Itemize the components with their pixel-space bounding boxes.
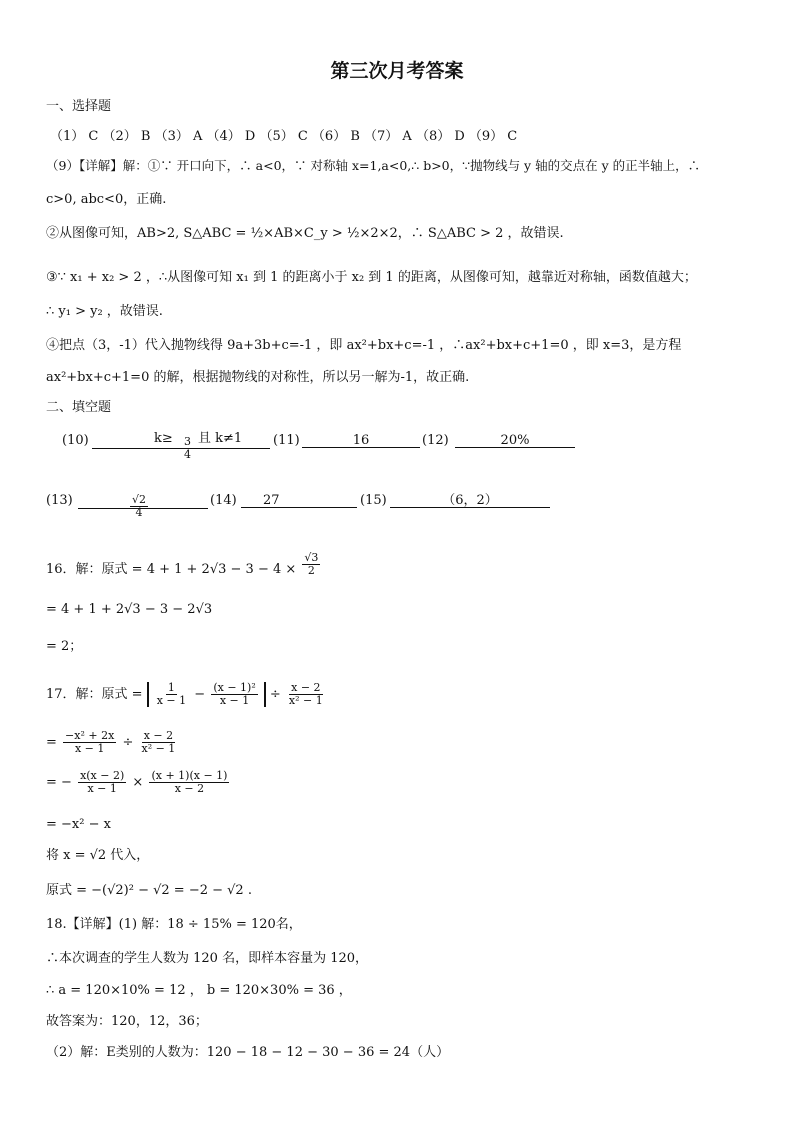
q17-line-2-eq: = xyxy=(46,735,57,751)
q17-line-2 xyxy=(46,730,179,755)
q17-line-3 xyxy=(46,770,231,795)
q17-fraction-5-numerator: x(x − 2) xyxy=(80,769,125,782)
fill-answer-10-fraction xyxy=(182,436,193,461)
q17-line-1-text: 17．解：原式 = xyxy=(46,687,143,703)
section-heading-choice: 一、选择题 xyxy=(46,99,112,114)
fill-answer-10-k: k≥ xyxy=(154,431,173,446)
q17-fraction-1-denominator: x − 1 xyxy=(156,694,187,708)
q17-fraction-5 xyxy=(78,770,126,795)
q9-line-6: ④把点（3，-1）代入抛物线得 9a+3b+c=-1 ，即 ax²+bx+c=-1 ，∴ax²+bx+c+1=0 ，即 x=3，是方程 xyxy=(46,338,682,353)
q17-fraction-3 xyxy=(287,682,325,707)
fill-label-15: (15) xyxy=(360,493,387,508)
fill-answer-13-denominator: 4 xyxy=(135,506,143,520)
fill-label-14: (14) xyxy=(210,493,237,508)
q9-line-1: （9）【详解】解：①∵ 开口向下，∴ a<0，∵ 对称轴 x=1,a<0,∴ b>0，∵抛物线与 y 轴的交点在 y 的正半轴上，∴ xyxy=(46,158,701,173)
fill-answer-13-numerator: √2 xyxy=(132,493,147,506)
q16-line-1-text: 16．解：原式 = 4 + 1 + 2√3 − 3 − 4 × xyxy=(46,562,297,578)
q9-line-7: ax²+bx+c+1=0 的解，根据抛物线的对称性，所以另一解为-1，故正确. xyxy=(46,370,470,385)
q17-fraction-6-denominator: x − 2 xyxy=(174,782,205,796)
q17-divide-2: ÷ xyxy=(122,735,134,751)
q9-line-4: ③∵ x₁ + x₂ > 2 ，∴从图像可知 x₁ 到 1 的距离小于 x₂ 到 1 的距离，从图像可知，越靠近对称轴，函数值越大； xyxy=(46,270,697,285)
fill-answer-11: 16 xyxy=(302,434,420,448)
fill-label-10: (10) xyxy=(62,433,89,448)
fill-answer-10-denominator: 4 xyxy=(184,448,191,462)
q9-line-3-text: ②从图像可知，AB>2, xyxy=(46,226,180,241)
q9-line-3-formula: S△ABC = ½×AB×C_y > ½×2×2，∴ S△ABC > 2 ，故错误. xyxy=(183,226,564,241)
q17-line-1 xyxy=(46,682,327,707)
q17-line-5: 将 x = √2 代入， xyxy=(46,848,150,863)
choice-answers: （1） C （2） B （3） A （4） D （5） C （6） B （7） A （8） D （9） C xyxy=(50,129,518,144)
fill-answer-12: 20% xyxy=(455,434,575,448)
q17-fraction-6-numerator: (x + 1)(x − 1) xyxy=(151,769,228,782)
q16-line-2: = 4 + 1 + 2√3 − 3 − 2√3 xyxy=(46,602,213,617)
q17-divide: ÷ xyxy=(269,687,281,703)
q17-fraction-3b-numerator: x − 2 xyxy=(143,729,174,742)
q17-fraction-3-numerator: x − 2 xyxy=(291,681,321,694)
fill-answer-13 xyxy=(78,493,208,520)
page-title: 第三次月考答案 xyxy=(330,60,464,82)
q17-fraction-6 xyxy=(149,770,229,795)
q17-times: × xyxy=(132,775,144,791)
q16-line-1 xyxy=(46,551,322,578)
fill-answer-15: （6，2） xyxy=(390,494,550,508)
q17-minus: − xyxy=(194,687,206,703)
q17-fraction-3-denominator: x² − 1 xyxy=(288,694,323,708)
q16-fraction-numerator: √3 xyxy=(304,551,319,564)
q17-fraction-4 xyxy=(63,730,116,755)
q17-fraction-4-numerator: −x² + 2x xyxy=(65,729,115,742)
q18-line-2: ∴本次调查的学生人数为 120 名，即样本容量为 120， xyxy=(46,951,369,966)
q17-fraction-2-denominator: x − 1 xyxy=(219,694,250,708)
fill-label-11: (11) xyxy=(273,433,300,448)
fill-answer-14: 27 xyxy=(241,494,357,508)
q16-fraction-denominator: 2 xyxy=(307,564,315,578)
q18-line-4: 故答案为：120，12，36； xyxy=(46,1014,208,1029)
q17-fraction-2 xyxy=(211,682,257,707)
q18-line-3: ∴ a = 120×10% = 12 ， b = 120×30% = 36 ， xyxy=(46,983,352,998)
q17-line-3-eq: = − xyxy=(46,775,72,791)
fill-answer-10-numerator: 3 xyxy=(184,435,191,448)
fill-label-12: (12) xyxy=(422,433,449,448)
q17-line-6: 原式 = −(√2)² − √2 = −2 − √2 . xyxy=(46,883,252,898)
q17-fraction-5-denominator: x − 1 xyxy=(87,782,117,796)
q17-fraction-3b-denominator: x² − 1 xyxy=(141,742,176,756)
q17-fraction-1-numerator: 1 xyxy=(167,681,175,694)
q17-line-4: = −x² − x xyxy=(46,817,111,832)
fill-answer-13-fraction xyxy=(130,494,148,519)
q17-fraction-4-denominator: x − 1 xyxy=(74,742,105,756)
fill-answer-10-tail: 且 k≠1 xyxy=(198,431,243,446)
q17-bracket xyxy=(147,682,266,707)
q17-fraction-1 xyxy=(155,682,188,707)
q18-line-1: 18.【详解】(1) 解：18 ÷ 15% = 120名， xyxy=(46,917,302,932)
q17-fraction-2-numerator: (x − 1)² xyxy=(213,681,256,694)
fill-answer-10 xyxy=(92,431,270,462)
q9-line-5: ∴ y₁ > y₂ ，故错误. xyxy=(46,304,163,319)
q16-fraction xyxy=(302,552,320,577)
section-heading-fill: 二、填空题 xyxy=(46,400,112,415)
q17-fraction-3b xyxy=(139,730,177,755)
q18-line-5: （2）解：E类别的人数为：120 − 18 − 12 − 30 − 36 = 24（人） xyxy=(46,1045,450,1060)
q9-line-3 xyxy=(46,227,564,240)
fill-label-13: (13) xyxy=(46,493,73,508)
q9-line-2: c>0, abc<0，正确. xyxy=(46,192,167,207)
q16-line-3: = 2； xyxy=(46,639,83,654)
